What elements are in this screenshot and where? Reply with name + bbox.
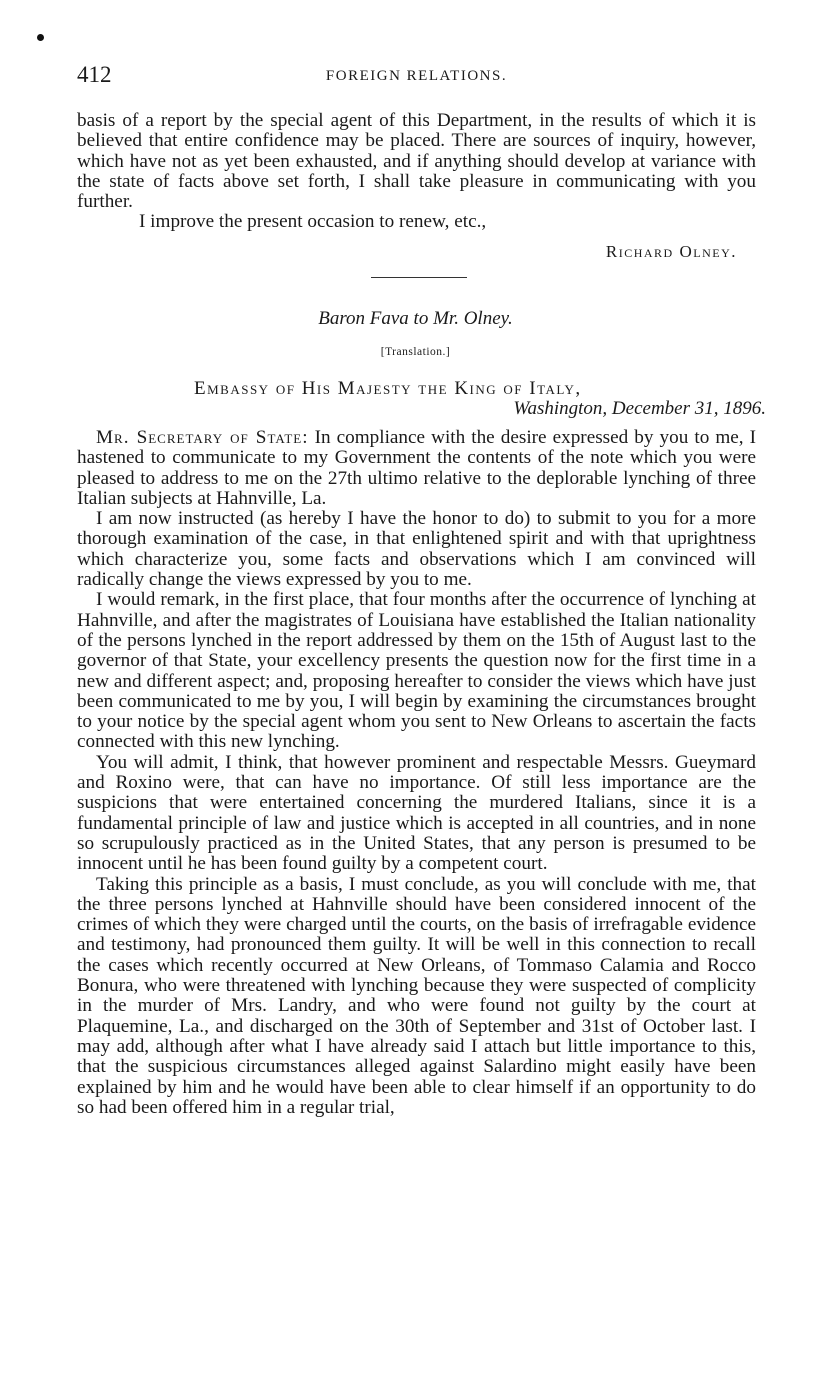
page-number: 412 [77, 62, 112, 87]
letter-paragraph [77, 428, 756, 509]
letter-title: Baron Fava to Mr. Olney. [318, 308, 513, 329]
letter-paragraph: I am now instructed (as hereby I have the honor to do) to submit to you for a more thorough examination of the case, in that enlightened spirit and with that uprightness which characterize you, some facts and observations which I am convinced will radically change the views expressed by you to me. [77, 508, 756, 591]
margin-dot [37, 34, 44, 41]
signature: Richard Olney. [605, 242, 737, 261]
salutation: Mr. Secretary of State: [96, 427, 309, 448]
letter-paragraph: I would remark, in the first place, that four months after the occurrence of lynching at Hahnville, and after the magistrates of Louisiana have established the Italian nationality of the persons lynched in the report addressed by them on the 15th of August last to the governor of that State, your excellency presents the question now for the first time in a new and different aspect; and, proposing hereafter to consider the views which have just been communicated to me by you, I will begin by examining the circumstances brought to your notice by the special agent whom you sent to New Orleans to ascertain the facts connected with this new lynching. [77, 589, 756, 753]
translation-note: [Translation.] [380, 346, 451, 358]
letter-paragraph: You will admit, I think, that however prominent and respectable Messrs. Gueymard and Roxino were, that can have no importance. Of still less importance are the suspicions that were entertained concerning the murdered Italians, since it is a fundamental principle of law and justice which is accepted in all countries, and in none so scrupulously practiced as in the United States, that any person is presumed to be innocent until he has been found guilty by a competent court. [77, 751, 756, 875]
letter-body [77, 428, 756, 1118]
dateline: Washington, December 31, 1896. [513, 398, 766, 419]
section-divider [371, 277, 467, 278]
letter-paragraph: Taking this principle as a basis, I must conclude, as you will conclude with me, that the three persons lynched at Hahnville should have been considered innocent of the crimes of which they were charged until the courts, on the basis of irrefragable evidence and testimony, had pronounced them guilty. It will be well in this connection to recall the cases which recently occurred at New Orleans, of Tommaso Calamia and Rocco Bonura, who were threatened with lynching because they were suspected of complicity in the murder of Mrs. Landry, and who were found not guilty by the court at Plaquemine, La., and discharged on the 30th of September and 31st of October last. I may add, although after what I have already said I attach but little importance to this, that the suspicious circumstances alleged against Salardino might easily have been explained by him and he would have been able to clear himself if an opportunity to do so had been offered him in a regular trial, [77, 873, 756, 1118]
paragraph-text: In compliance with the desire expressed by you to me, I hastened to communicate to my Government the contents of the note which you were pleased to address to me on the 27th ultimo relative to the deplorable lynching of three Italian subjects at Hahnville, La. [77, 427, 756, 509]
page-header [77, 62, 756, 94]
opening-section [77, 111, 756, 233]
closing-line: I improve the present occasion to renew, etc., [139, 211, 487, 233]
embassy-heading: Embassy of His Majesty the King of Italy, [194, 378, 582, 399]
opening-paragraph: basis of a report by the special agent of this Department, in the results of which it is believed that entire confidence may be placed. There are sources of inquiry, however, which have not as yet been exhausted, and if anything should develop at variance with the state of facts above set forth, I shall take pleasure in communicating with you further. [77, 110, 756, 213]
running-title: FOREIGN RELATIONS. [325, 68, 508, 84]
